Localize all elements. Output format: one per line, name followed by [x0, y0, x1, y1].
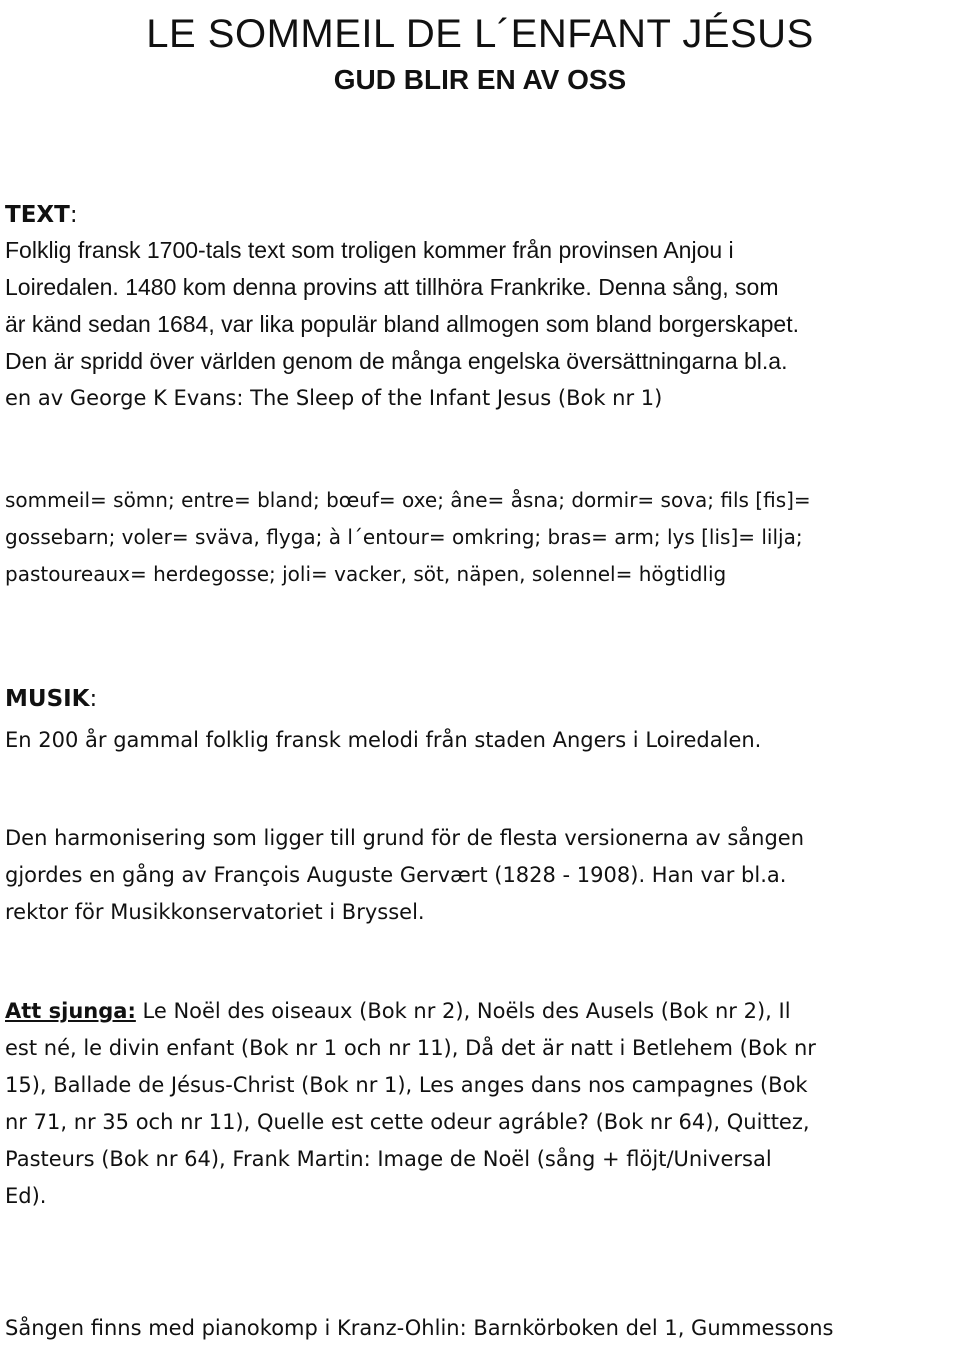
harmonization-line-3: rektor för Musikkonservatoriet i Bryssel. — [5, 900, 425, 924]
footer-line: Sången finns med pianokomp i Kranz-Ohlin: Barnkörboken del 1, Gummessons — [5, 1316, 834, 1340]
text-heading — [5, 200, 78, 230]
text-heading-label: TEXT — [5, 202, 70, 228]
sing-paragraph — [5, 993, 955, 1215]
text-line-5: en av George K Evans: The Sleep of the Infant Jesus (Bok nr 1) — [5, 386, 663, 410]
text-line-4: Den är spridd över världen genom de många engelska översättningarna bl.a. — [5, 348, 788, 374]
sing-line-6: Ed). — [5, 1184, 47, 1208]
music-paragraph — [5, 722, 955, 759]
harmonization-line-1: Den harmonisering som ligger till grund för de flesta versionerna av sången — [5, 826, 805, 850]
text-line-2: Loiredalen. 1480 kom denna provins att tillhöra Frankrike. Denna sång, som — [5, 274, 779, 300]
music-heading-label: MUSIK — [5, 686, 90, 712]
sing-line-2: est né, le divin enfant (Bok nr 1 och nr 11), Då det är natt i Betlehem (Bok nr — [5, 1036, 816, 1060]
glossary-line-3: pastoureaux= herdegosse; joli= vacker, söt, näpen, solennel= högtidlig — [5, 562, 727, 586]
harmonization-line-2: gjordes en gång av François Auguste Gervært (1828 - 1908). Han var bl.a. — [5, 863, 787, 887]
sing-line-1-text: Le Noël des oiseaux (Bok nr 2), Noëls des Ausels (Bok nr 2), Il — [135, 999, 791, 1023]
glossary-line-1: sommeil= sömn; entre= bland; bœuf= oxe; âne= åsna; dormir= sova; fils [fis]= — [5, 488, 811, 512]
text-line-1: Folklig fransk 1700-tals text som troligen kommer från provinsen Anjou i — [5, 237, 734, 263]
sing-line-1 — [5, 993, 955, 1030]
sing-line-3: 15), Ballade de Jésus-Christ (Bok nr 1), Les anges dans nos campagnes (Bok — [5, 1073, 808, 1097]
music-line: En 200 år gammal folklig fransk melodi från staden Angers i Loiredalen. — [5, 728, 762, 752]
glossary-paragraph — [5, 482, 955, 593]
page-title: LE SOMMEIL DE L´ENFANT JÉSUS — [146, 12, 814, 56]
glossary-line-2: gossebarn; voler= sväva, flyga; à l´entour= omkring; bras= arm; lys [lis]= lilja; — [5, 525, 803, 549]
music-heading-colon: : — [89, 686, 98, 712]
footer-paragraph — [5, 1310, 955, 1347]
text-paragraph — [5, 232, 955, 417]
text-line-3: är känd sedan 1684, var lika populär bland allmogen som bland borgerskapet. — [5, 311, 800, 337]
sing-label: Att sjunga: — [5, 999, 136, 1023]
harmonization-paragraph — [5, 820, 955, 931]
music-heading — [5, 684, 97, 714]
page-subtitle: GUD BLIR EN AV OSS — [333, 64, 627, 95]
text-heading-colon: : — [69, 202, 78, 228]
sing-line-5: Pasteurs (Bok nr 64), Frank Martin: Image de Noël (sång + flöjt/Universal — [5, 1147, 772, 1171]
sing-line-4: nr 71, nr 35 och nr 11), Quelle est cette odeur agráble? (Bok nr 64), Quittez, — [5, 1110, 810, 1134]
